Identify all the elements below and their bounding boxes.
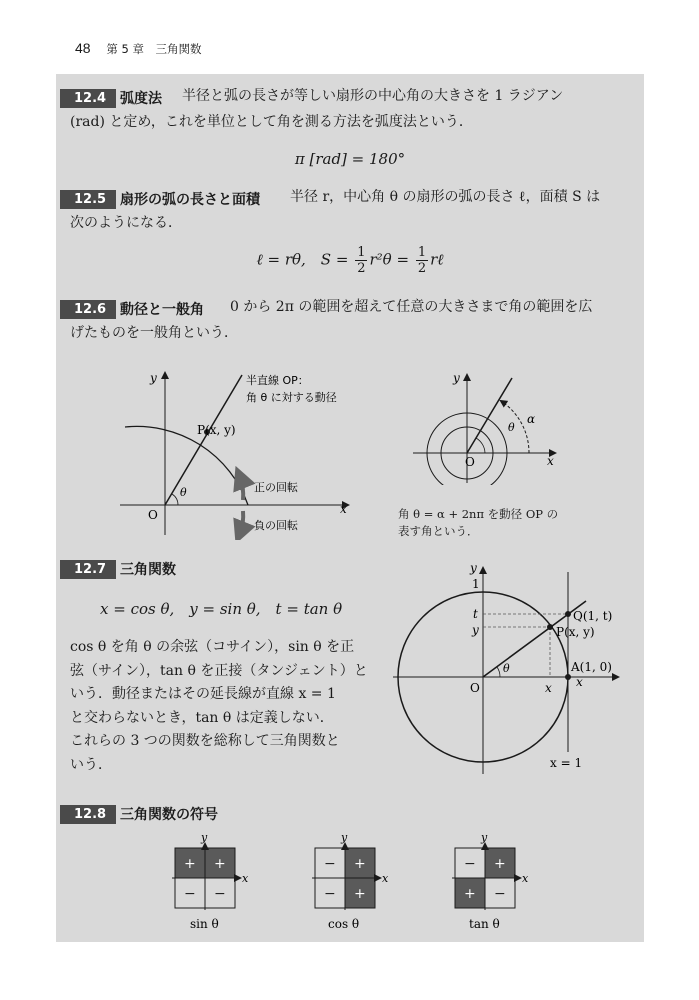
sign-label-cos: cos θ (328, 917, 360, 931)
fig1-ray-label-1: 半直線 OP： (246, 374, 309, 387)
general-angle-figure (110, 365, 370, 540)
uc-x-label: x (576, 675, 583, 689)
unit-circle-figure (390, 562, 630, 777)
s125-formula-right: rℓ (430, 250, 444, 269)
sign-q1: + (494, 856, 506, 872)
s125-formula (56, 245, 644, 276)
fig2-origin-label: O (465, 455, 475, 469)
s127-formula: x = cos θ, y = sin θ, t = tan θ (100, 600, 343, 618)
fig1-ray-label-2: 角 θ に対する動径 (246, 391, 337, 404)
uc-theta-label: θ (503, 662, 510, 675)
axis-y-label: y (481, 831, 488, 844)
sign-q3: + (464, 886, 476, 902)
sign-q2: − (324, 856, 336, 872)
fig1-theta-label: θ (180, 486, 187, 499)
fig2-y-label: y (453, 371, 460, 385)
point-p (547, 624, 553, 630)
axis-x-label: x (242, 872, 249, 885)
theta-arc (476, 438, 485, 453)
coterminal-angle-figure (405, 365, 575, 485)
sign-q4: − (494, 886, 506, 902)
sign-q1: + (214, 856, 226, 872)
sign-chart-figure (160, 830, 560, 935)
point-q (565, 611, 571, 617)
frac-den: 2 (357, 261, 366, 276)
point-a (565, 674, 571, 680)
section-title-12-4: 弧度法 (120, 91, 162, 107)
page-header (75, 40, 202, 57)
s125-text-line2: 次のようになる． (70, 215, 182, 231)
s127-body-line: いう．動径またはその延長線が直線 x = 1 (70, 686, 336, 702)
uc-t-label: t (473, 607, 478, 621)
frac-den: 2 (417, 261, 427, 276)
section-title-12-8: 三角関数の符号 (120, 807, 218, 823)
uc-one-label: 1 (472, 577, 480, 591)
uc-q-label: Q(1, t) (573, 609, 613, 623)
sign-q4: − (214, 886, 226, 902)
s127-body-line: と交わらないとき，tan θ は定義しない． (70, 709, 334, 726)
s125-fraction-1 (355, 245, 367, 276)
sign-q3: − (324, 886, 336, 902)
s127-body-line: これらの 3 つの関数を総称して三角関数と (70, 733, 340, 749)
section-tag-12-4: 12.4 (60, 89, 116, 108)
section-title-12-6: 動径と一般角 (120, 302, 204, 318)
fig2-caption (398, 506, 558, 540)
sign-q2: − (464, 856, 476, 872)
theta-arc (497, 667, 500, 677)
fig1-point-label: P(x, y) (197, 423, 236, 437)
uc-y-label: y (470, 562, 477, 575)
s125-fraction-2 (416, 245, 428, 276)
section-tag-12-7: 12.7 (60, 560, 116, 579)
chapter-title: 第 5 章 三角関数 (106, 42, 202, 56)
s127-body (70, 636, 368, 777)
s125-formula-mid: r²θ = (369, 250, 410, 269)
fig2-caption-line1: 角 θ = α + 2nπ を動径 OP の (398, 507, 559, 521)
sign-q2: + (184, 856, 196, 872)
sign-grid-cos (312, 831, 389, 931)
axis-x-label: x (382, 872, 389, 885)
s124-text-line2: (rad) と定め，これを単位として角を測る方法を弧度法という． (70, 114, 473, 130)
s124-formula: π [rad] = 180° (294, 150, 406, 168)
s125-formula-left: ℓ = rθ, S = (256, 250, 349, 269)
section-title-12-5: 扇形の弧の長さと面積 (120, 192, 260, 208)
sign-label-sin: sin θ (190, 917, 219, 931)
axis-y-label: y (201, 831, 208, 844)
ray-op (165, 375, 242, 505)
section-title-12-7: 三角関数 (120, 562, 176, 578)
uc-xv-label: x (545, 681, 552, 695)
fig1-positive-label: 正の回転 (254, 481, 298, 494)
fig1-negative-label: 負の回転 (254, 519, 298, 532)
s126-text-line1: 0 から 2π の範囲を超えて任意の大きさまで角の範囲を広 (230, 299, 593, 315)
s126-text-line2: げたものを一般角という． (70, 325, 238, 341)
fig2-caption-line2: 表す角という． (398, 524, 479, 538)
fig2-x-label: x (547, 454, 554, 468)
s127-body-line: cos θ を角 θ の余弦（コサイン），sin θ を正 (70, 639, 355, 655)
negative-rotation-arrow (240, 511, 243, 533)
sign-q1: + (354, 856, 366, 872)
uc-line-label: x = 1 (550, 756, 583, 770)
sign-label-tan: tan θ (469, 917, 500, 931)
alpha-arc (501, 401, 529, 453)
axis-x-label: x (522, 872, 529, 885)
page-number: 48 (75, 40, 91, 56)
fig1-y-label: y (150, 371, 157, 385)
s124-text-line1: 半径と弧の長さが等しい扇形の中心角の大きさを 1 ラジアン (182, 88, 564, 104)
section-tag-12-8: 12.8 (60, 805, 116, 824)
fig1-x-label: x (340, 502, 347, 516)
frac-num: 1 (417, 245, 427, 260)
s125-text-line1: 半径 r，中心角 θ の扇形の弧の長さ ℓ，面積 S は (290, 189, 601, 205)
s127-body-line: 弦（サイン），tan θ を正接（タンジェント）と (70, 662, 368, 679)
frac-num: 1 (357, 245, 366, 260)
section-tag-12-6: 12.6 (60, 300, 116, 319)
sign-grid-tan (452, 831, 529, 931)
uc-yv-label: y (472, 623, 479, 637)
fig2-alpha-label: α (527, 412, 536, 426)
fig2-theta-label: θ (508, 421, 515, 434)
section-tag-12-5: 12.5 (60, 190, 116, 209)
uc-p-label: P(x, y) (556, 625, 595, 639)
sign-q3: − (184, 886, 196, 902)
fig1-origin-label: O (148, 508, 158, 522)
uc-origin-label: O (470, 681, 480, 695)
sign-q4: + (354, 886, 366, 902)
theta-arc (172, 494, 178, 505)
uc-a-label: A(1, 0) (571, 660, 612, 674)
sign-grid-sin (172, 831, 249, 931)
s127-body-line: いう． (70, 756, 112, 773)
axis-y-label: y (341, 831, 348, 844)
